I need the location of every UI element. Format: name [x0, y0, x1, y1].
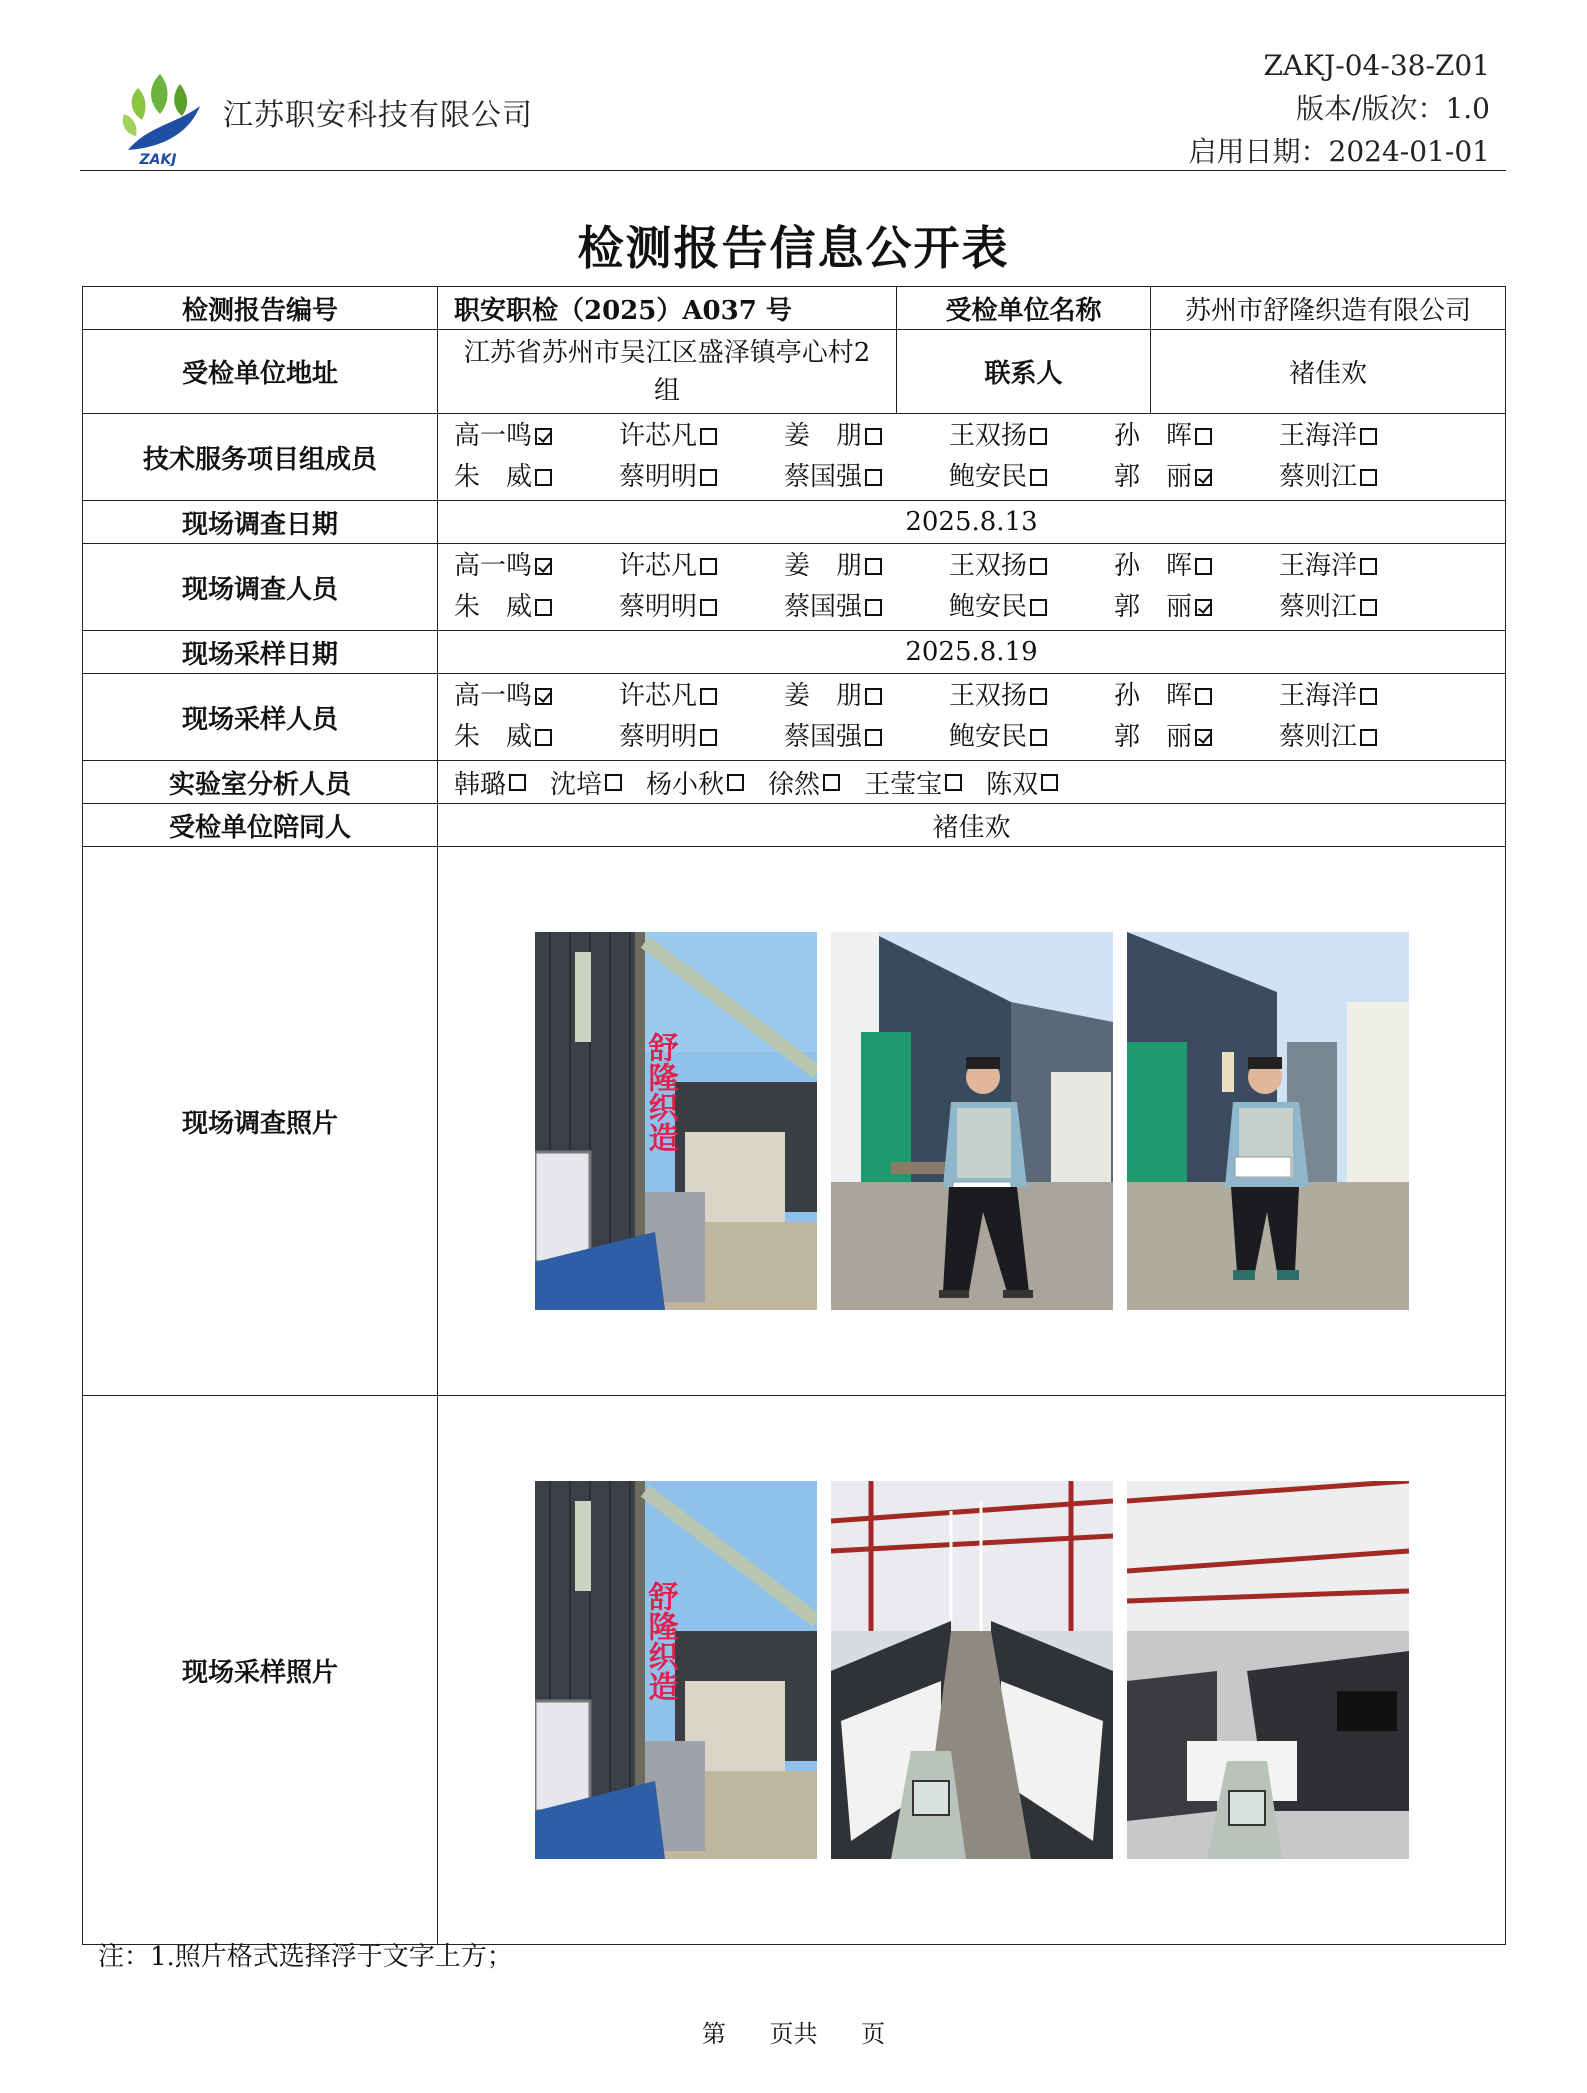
- survey-photos-label: 现场调查照片: [83, 847, 438, 1396]
- sampling-date-value: 2025.8.19: [438, 631, 1506, 674]
- company-name: 江苏职安科技有限公司: [223, 98, 533, 133]
- staff-name: 孙 晖: [1114, 551, 1193, 581]
- unchecked-checkbox[interactable]: [1360, 688, 1377, 705]
- staff-name: 许芯凡: [619, 421, 698, 451]
- loom-workshop-photo: [831, 1481, 1113, 1859]
- staff-name: 郭 丽: [1114, 592, 1193, 622]
- unchecked-checkbox[interactable]: [509, 774, 526, 791]
- checked-checkbox[interactable]: [535, 558, 552, 575]
- team-label: 技术服务项目组成员: [83, 414, 438, 501]
- survey-staff-label: 现场调查人员: [83, 544, 438, 631]
- staff-member: [784, 587, 949, 628]
- unchecked-checkbox[interactable]: [1360, 729, 1377, 746]
- staff-name: 许芯凡: [619, 681, 698, 711]
- staff-member: [550, 764, 622, 801]
- staff-name: 郭 丽: [1114, 722, 1193, 752]
- unit-name-value: 苏州市舒隆织造有限公司: [1151, 287, 1506, 330]
- staff-name: 王双扬: [949, 421, 1028, 451]
- staff-member: [1279, 587, 1444, 628]
- staff-name: 朱 威: [454, 592, 533, 622]
- page-header: [80, 40, 1506, 170]
- sampling-staff: [438, 674, 1506, 761]
- staff-member: [864, 764, 962, 801]
- unchecked-checkbox[interactable]: [700, 688, 717, 705]
- staff-name: 徐然: [768, 769, 821, 800]
- unchecked-checkbox[interactable]: [865, 729, 882, 746]
- staff-member: [768, 764, 840, 801]
- unchecked-checkbox[interactable]: [1195, 558, 1212, 575]
- report-no-value: 职安职检（2025）A037 号: [438, 287, 897, 330]
- sampling-date-label: 现场采样日期: [83, 631, 438, 674]
- staff-name: 蔡则江: [1279, 722, 1358, 752]
- survey-date-label: 现场调查日期: [83, 501, 438, 544]
- staff-member: [1114, 546, 1279, 587]
- signboard-text: 舒隆织造: [642, 1581, 677, 1701]
- sampling-photos: [438, 1481, 1505, 1859]
- checked-checkbox[interactable]: [535, 428, 552, 445]
- staff-member: [619, 457, 784, 498]
- staff-member: [646, 764, 744, 801]
- doc-version: 版本/版次：1.0: [1296, 92, 1490, 125]
- staff-name: 姜 朋: [784, 421, 863, 451]
- sampling-staff-label: 现场采样人员: [83, 674, 438, 761]
- unchecked-checkbox[interactable]: [1195, 688, 1212, 705]
- unchecked-checkbox[interactable]: [535, 729, 552, 746]
- staff-name: 郭 丽: [1114, 462, 1193, 492]
- staff-member: [619, 676, 784, 717]
- signboard-text: 舒隆织造: [642, 1032, 677, 1152]
- staff-member: [986, 764, 1058, 801]
- unchecked-checkbox[interactable]: [700, 558, 717, 575]
- unchecked-checkbox[interactable]: [865, 688, 882, 705]
- unchecked-checkbox[interactable]: [700, 599, 717, 616]
- staff-member: [1279, 546, 1444, 587]
- staff-name: 蔡国强: [784, 722, 863, 752]
- staff-name: 鲍安民: [949, 722, 1028, 752]
- header-divider: [80, 170, 1506, 171]
- checked-checkbox[interactable]: [535, 688, 552, 705]
- staff-name: 蔡明明: [619, 592, 698, 622]
- unchecked-checkbox[interactable]: [700, 729, 717, 746]
- staff-row: [454, 416, 1505, 457]
- unchecked-checkbox[interactable]: [865, 469, 882, 486]
- staff-member: [949, 587, 1114, 628]
- signboard-photo: [535, 932, 817, 1310]
- staff-member: [1114, 457, 1279, 498]
- staff-name: 朱 威: [454, 722, 533, 752]
- unchecked-checkbox[interactable]: [1030, 729, 1047, 746]
- staff-name: 杨小秋: [646, 769, 725, 800]
- staff-name: 王莹宝: [864, 769, 943, 800]
- unchecked-checkbox[interactable]: [1195, 428, 1212, 445]
- unchecked-checkbox[interactable]: [727, 774, 744, 791]
- staff-member: [1114, 416, 1279, 457]
- staff-name: 高一鸣: [454, 551, 533, 581]
- staff-member: [1279, 676, 1444, 717]
- footer-of: 页共: [769, 2020, 818, 2048]
- staff-name: 姜 朋: [784, 551, 863, 581]
- staff-member: [784, 676, 949, 717]
- unchecked-checkbox[interactable]: [1030, 599, 1047, 616]
- footer-total: 页: [861, 2020, 886, 2048]
- staff-member: [454, 717, 619, 758]
- report-no-label: 检测报告编号: [83, 287, 438, 330]
- staff-name: 高一鸣: [454, 681, 533, 711]
- staff-member: [1279, 416, 1444, 457]
- staff-name: 王双扬: [949, 681, 1028, 711]
- staff-member: [1114, 717, 1279, 758]
- sampling-photos-label: 现场采样照片: [83, 1396, 438, 1945]
- staff-member: [619, 587, 784, 628]
- staff-member: [949, 546, 1114, 587]
- staff-name: 陈双: [986, 769, 1039, 800]
- checked-checkbox[interactable]: [1195, 469, 1212, 486]
- checked-checkbox[interactable]: [1195, 599, 1212, 616]
- staff-name: 蔡则江: [1279, 592, 1358, 622]
- staff-name: 王海洋: [1279, 421, 1358, 451]
- unchecked-checkbox[interactable]: [945, 774, 962, 791]
- unchecked-checkbox[interactable]: [1030, 688, 1047, 705]
- unchecked-checkbox[interactable]: [535, 469, 552, 486]
- survey-photos: [438, 932, 1505, 1310]
- unchecked-checkbox[interactable]: [865, 428, 882, 445]
- logo-text: ZAKJ: [139, 152, 177, 166]
- unchecked-checkbox[interactable]: [1360, 599, 1377, 616]
- staff-row: [454, 587, 1505, 628]
- staff-member: [454, 546, 619, 587]
- team-staff: [438, 414, 1506, 501]
- staff-name: 蔡则江: [1279, 462, 1358, 492]
- staff-member: [1114, 587, 1279, 628]
- unchecked-checkbox[interactable]: [1360, 469, 1377, 486]
- unchecked-checkbox[interactable]: [1030, 469, 1047, 486]
- staff-row: [454, 717, 1505, 758]
- staff-member: [784, 546, 949, 587]
- staff-member: [619, 546, 784, 587]
- staff-member: [454, 676, 619, 717]
- unchecked-checkbox[interactable]: [823, 774, 840, 791]
- unchecked-checkbox[interactable]: [605, 774, 622, 791]
- unchecked-checkbox[interactable]: [1360, 558, 1377, 575]
- unchecked-checkbox[interactable]: [1041, 774, 1058, 791]
- page-title: 检测报告信息公开表: [577, 221, 1010, 275]
- unchecked-checkbox[interactable]: [1030, 428, 1047, 445]
- staff-row: [454, 676, 1505, 717]
- signboard-photo: [535, 1481, 817, 1859]
- staff-member: [949, 676, 1114, 717]
- document-meta: [1189, 44, 1490, 173]
- worker-photo: [831, 932, 1113, 1310]
- staff-name: 蔡明明: [619, 722, 698, 752]
- staff-member: [1114, 676, 1279, 717]
- lab-staff-label: 实验室分析人员: [83, 761, 438, 804]
- staff-name: 蔡国强: [784, 462, 863, 492]
- survey-photos-cell: [438, 847, 1506, 1396]
- staff-name: 高一鸣: [454, 421, 533, 451]
- page-footer: [0, 2014, 1587, 2049]
- staff-member: [454, 587, 619, 628]
- info-table: [82, 286, 1506, 1945]
- sampling-photos-cell: [438, 1396, 1506, 1945]
- staff-name: 朱 威: [454, 462, 533, 492]
- address-value: 江苏省苏州市吴江区盛泽镇亭心村2 组: [438, 330, 897, 414]
- staff-name: 蔡国强: [784, 592, 863, 622]
- staff-row: [454, 546, 1505, 587]
- contact-value: 褚佳欢: [1151, 330, 1506, 414]
- footnote: 注：1.照片格式选择浮于文字上方；: [98, 1942, 513, 1972]
- doc-code: ZAKJ-04-38-Z01: [1263, 49, 1490, 82]
- staff-name: 王双扬: [949, 551, 1028, 581]
- staff-row: [454, 457, 1505, 498]
- unchecked-checkbox[interactable]: [865, 558, 882, 575]
- staff-member: [1279, 717, 1444, 758]
- staff-name: 王海洋: [1279, 681, 1358, 711]
- staff-member: [949, 416, 1114, 457]
- unchecked-checkbox[interactable]: [700, 428, 717, 445]
- staff-member: [619, 416, 784, 457]
- staff-member: [454, 764, 526, 801]
- contact-label: 联系人: [897, 330, 1151, 414]
- unchecked-checkbox[interactable]: [865, 599, 882, 616]
- staff-member: [1279, 457, 1444, 498]
- footer-page: 第: [701, 2020, 726, 2048]
- loom-workshop-photo: [1127, 1481, 1409, 1859]
- survey-date-value: 2025.8.13: [438, 501, 1506, 544]
- staff-name: 姜 朋: [784, 681, 863, 711]
- staff-member: [784, 717, 949, 758]
- staff-name: 孙 晖: [1114, 681, 1193, 711]
- unchecked-checkbox[interactable]: [700, 469, 717, 486]
- staff-name: 沈培: [550, 769, 603, 800]
- staff-member: [454, 416, 619, 457]
- staff-member: [949, 457, 1114, 498]
- staff-member: [454, 457, 619, 498]
- address-label: 受检单位地址: [83, 330, 438, 414]
- escort-value: 褚佳欢: [438, 804, 1506, 847]
- survey-staff: [438, 544, 1506, 631]
- doc-effective-date: 启用日期：2024-01-01: [1188, 135, 1490, 168]
- staff-name: 蔡明明: [619, 462, 698, 492]
- staff-name: 韩璐: [454, 769, 507, 800]
- unchecked-checkbox[interactable]: [1030, 558, 1047, 575]
- worker-photo: [1127, 932, 1409, 1310]
- staff-member: [784, 457, 949, 498]
- checked-checkbox[interactable]: [1195, 729, 1212, 746]
- staff-member: [619, 717, 784, 758]
- lab-staff: [438, 761, 1506, 804]
- unchecked-checkbox[interactable]: [535, 599, 552, 616]
- staff-name: 王海洋: [1279, 551, 1358, 581]
- unit-name-label: 受检单位名称: [897, 287, 1151, 330]
- staff-member: [949, 717, 1114, 758]
- escort-label: 受检单位陪同人: [83, 804, 438, 847]
- staff-name: 鲍安民: [949, 462, 1028, 492]
- unchecked-checkbox[interactable]: [1360, 428, 1377, 445]
- staff-name: 许芯凡: [619, 551, 698, 581]
- staff-name: 鲍安民: [949, 592, 1028, 622]
- company-logo: [108, 66, 208, 166]
- staff-name: 孙 晖: [1114, 421, 1193, 451]
- staff-member: [784, 416, 949, 457]
